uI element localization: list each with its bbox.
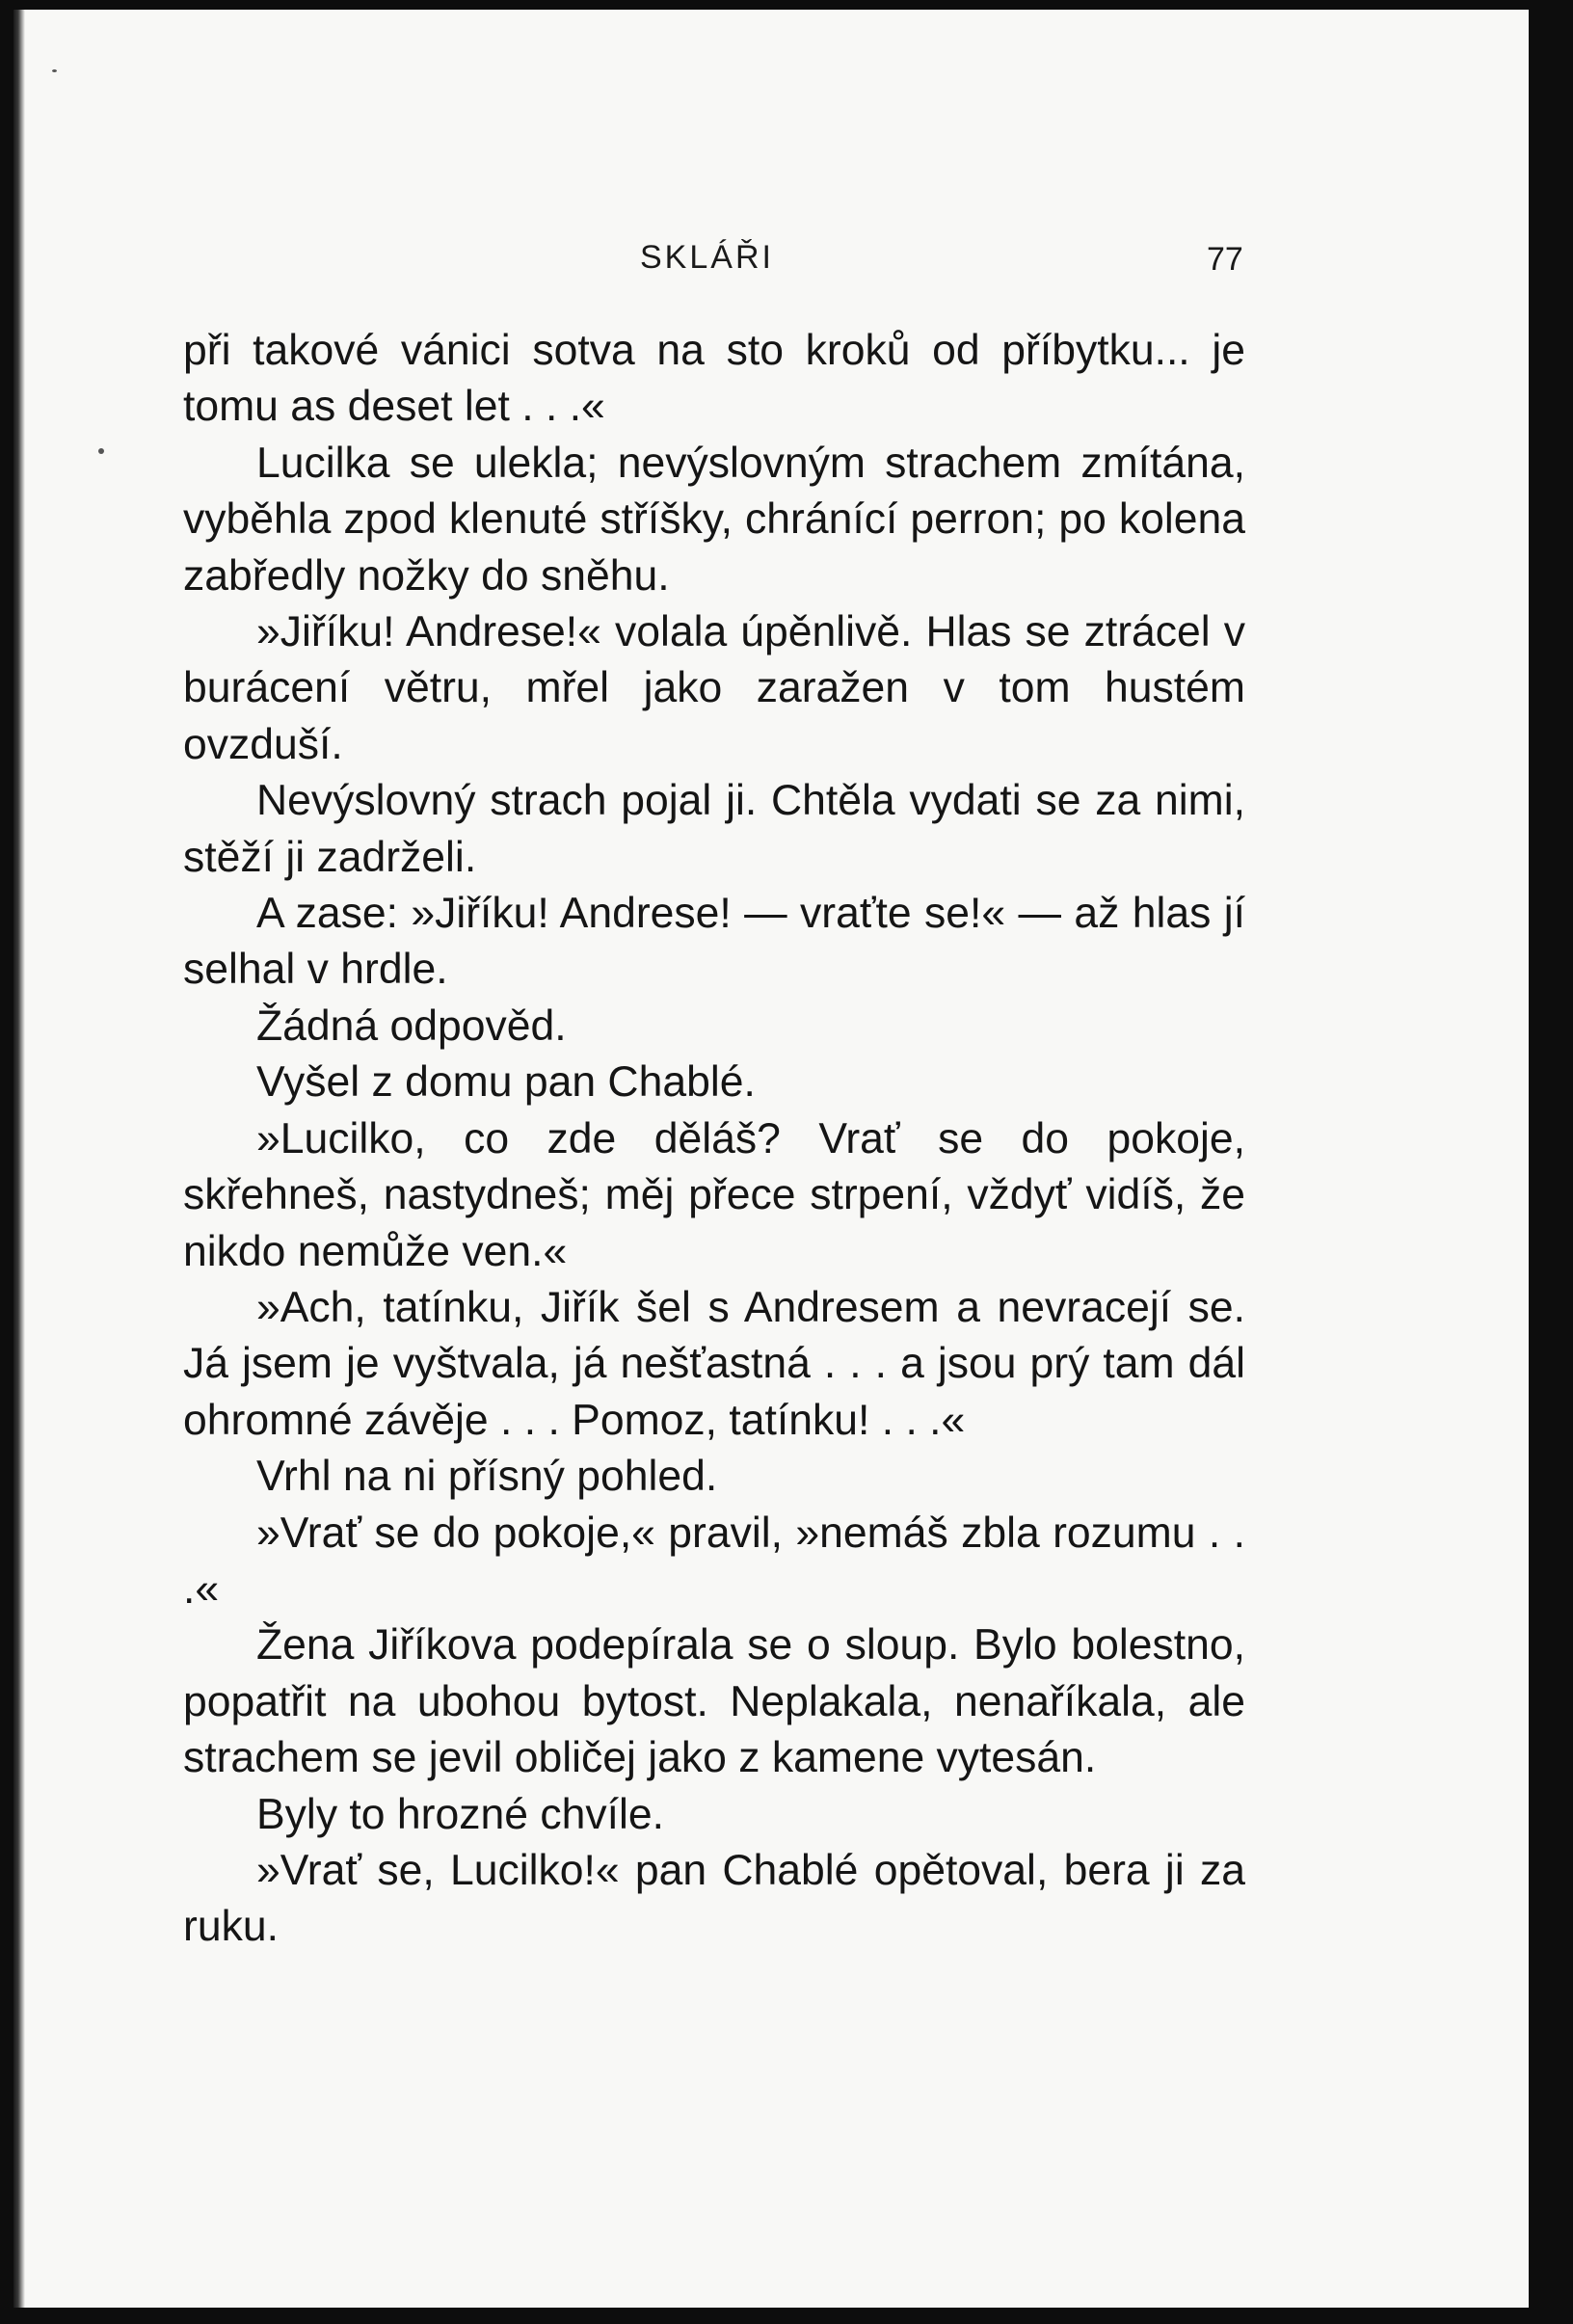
paragraph-2: Lucilka se ulekla; nevýslovným strachem zmítána, vyběhla zpod klenuté stříšky, chránící perron; po kolena zabředly nožky do sněhu. xyxy=(183,439,1245,600)
paragraph-12: Žena Jiříkova podepírala se o sloup. Bylo bolestno, popatřit na ubohou bytost. Neplakala, nenaříkala, ale strachem se jevil obličej jako z kamene vytesán. xyxy=(183,1621,1245,1782)
paragraph-6: Žádná odpověd. xyxy=(256,1002,567,1050)
paragraph-1: při takové vánici sotva na sto kroků od příbytku... je tomu as deset let . . .« xyxy=(183,327,1245,431)
paragraph-5: A zase: »Jiříku! Andrese! — vraťte se!« — až hlas jí selhal v hrdle. xyxy=(183,890,1245,994)
ink-speck xyxy=(52,69,57,72)
paragraph-4: Nevýslovný strach pojal ji. Chtěla vydati se za nimi, stěží ji zadrželi. xyxy=(183,777,1245,881)
paragraph-11: »Vrať se do pokoje,« pravil, »nemáš zbla rozumu . . .« xyxy=(183,1509,1245,1613)
paragraph-10: Vrhl na ni přísný pohled. xyxy=(256,1453,718,1501)
body-text xyxy=(183,323,1245,1956)
ink-speck xyxy=(98,448,104,454)
paragraph-14: »Vrať se, Lucilko!« pan Chablé opětoval, bera ji za ruku. xyxy=(183,1846,1245,1951)
binding-edge xyxy=(13,10,25,2308)
book-page xyxy=(13,10,1529,2308)
paragraph-7: Vyšel z domu pan Chablé. xyxy=(256,1058,756,1107)
page-number: 77 xyxy=(1207,241,1243,278)
paragraph-13: Byly to hrozné chvíle. xyxy=(256,1790,664,1838)
running-title: SKLÁŘI xyxy=(640,239,774,276)
paragraph-8: »Lucilko, co zde děláš? Vrať se do pokoje, skřehneš, nastydneš; měj přece strpení, vždyť vidíš, že nikdo nemůže ven.« xyxy=(183,1114,1245,1275)
paragraph-3: »Jiříku! Andrese!« volala úpěnlivě. Hlas se ztrácel v burácení větru, mřel jako zaražen v tom hustém ovzduší. xyxy=(183,608,1245,768)
paragraph-9: »Ach, tatínku, Jiřík šel s Andresem a nevracejí se. Já jsem je vyštvala, já nešťastná . . . a jsou prý tam dál ohromné závěje . . . Pomoz, tatínku! . . .« xyxy=(183,1283,1245,1444)
